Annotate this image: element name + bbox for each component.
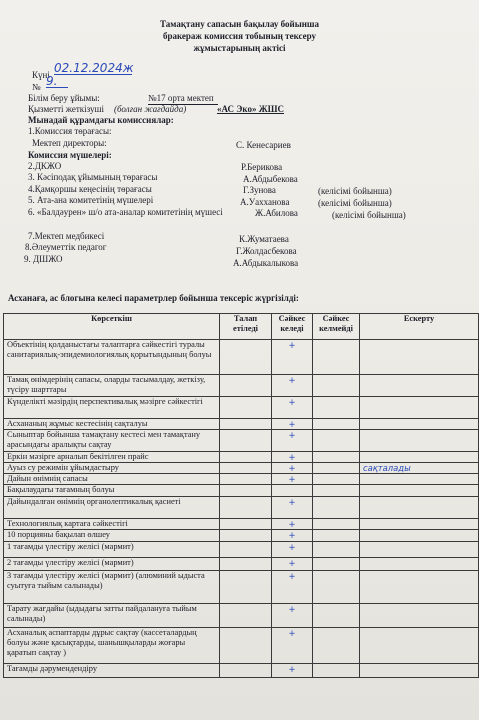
member-name: Г.Жолдасбекова xyxy=(236,246,297,256)
header-compliant: Сәйкес келеді xyxy=(272,314,313,340)
required-cell xyxy=(220,474,272,485)
indicator-cell: Ауыз су режимін ұйымдастыру xyxy=(4,463,220,474)
member-name: Г.Зунова xyxy=(243,185,276,195)
indicator-cell: Дайын өнімнің сапасы xyxy=(4,474,220,485)
remark-cell xyxy=(360,519,479,530)
table-row xyxy=(4,530,479,542)
indicator-cell: Еркін мәзірге арналып бекітілген прайс xyxy=(4,452,220,463)
compliant-mark xyxy=(272,485,313,497)
members-heading: Комиссия мүшелері: xyxy=(28,150,112,160)
member-name: К.Жуматаева xyxy=(239,234,289,244)
compliant-mark: + xyxy=(272,519,313,530)
header-remark: Ескерту xyxy=(360,314,479,340)
date-value: 02.12.2024ж xyxy=(54,61,134,75)
member-role: 9. ДШЖО xyxy=(24,254,63,264)
compliant-mark: + xyxy=(272,430,313,452)
compliant-mark: + xyxy=(272,604,313,628)
noncompliant-cell xyxy=(313,375,360,397)
table-row xyxy=(4,340,479,375)
table-row xyxy=(4,558,479,571)
remark-cell xyxy=(360,664,479,678)
indicator-cell: Күнделікті мәзірдің перспективалық мәзірге сәйкестігі xyxy=(4,397,220,419)
member-name: Ж.Абилова xyxy=(255,208,298,218)
doc-title-line2: бракераж комиссия тобының тексеру xyxy=(162,31,317,41)
header-required: Талап етіледі xyxy=(220,314,272,340)
compliant-mark: + xyxy=(272,340,313,375)
noncompliant-cell xyxy=(313,430,360,452)
indicator-cell: 3 тағамды үлестіру желісі (мармит) (алюминий ыдыста суытуға тыйым салынады) xyxy=(4,571,220,604)
doc-title-line1: Тамақтану сапасын бақылау бойынша xyxy=(159,19,320,29)
compliant-mark: + xyxy=(272,375,313,397)
indicator-cell: Асхананың жұмыс кестесінің сақталуы xyxy=(4,419,220,430)
noncompliant-cell xyxy=(313,419,360,430)
required-cell xyxy=(220,628,272,664)
remark-cell xyxy=(360,340,479,375)
table-row xyxy=(4,519,479,530)
required-cell xyxy=(220,375,272,397)
chair-heading: 1.Комиссия төрағасы: xyxy=(28,126,112,136)
noncompliant-cell xyxy=(313,463,360,474)
number-label: № xyxy=(32,82,41,92)
member-note: (келісімі бойынша) xyxy=(332,210,406,220)
remark-cell xyxy=(360,375,479,397)
compliant-mark: + xyxy=(272,542,313,558)
indicator-cell: Бақылаудағы тағамның болуы xyxy=(4,485,220,497)
member-role: 6. «Балдәурен» ш/о ата-аналар комитетінің мүшесі xyxy=(28,207,223,217)
indicator-cell: Тарату жағдайы (ыдыдағы затты пайдалануға тыйым салынады) xyxy=(4,604,220,628)
table-row xyxy=(4,542,479,558)
indicator-cell: Объектінің қолданыстағы талаптарға сәйкестігі туралы санитариялық-эпидемиологиялық қорытындының болуы xyxy=(4,340,220,375)
table-row xyxy=(4,474,479,485)
required-cell xyxy=(220,452,272,463)
required-cell xyxy=(220,558,272,571)
remark-cell xyxy=(360,485,479,497)
supplier-label: Қызметті жеткізуші xyxy=(28,104,104,114)
remark-cell xyxy=(360,452,479,463)
member-role: 5. Ата-ана комитетінің мүшелері xyxy=(28,195,154,205)
remark-cell xyxy=(360,397,479,419)
commission-heading: Мынадай құрамдағы комиссиялар: xyxy=(28,115,174,125)
remark-cell: сақталады xyxy=(360,463,479,474)
required-cell xyxy=(220,664,272,678)
supplier-note: (болған жағдайда) xyxy=(114,104,187,114)
remark-cell xyxy=(360,474,479,485)
required-cell xyxy=(220,604,272,628)
required-cell xyxy=(220,430,272,452)
noncompliant-cell xyxy=(313,664,360,678)
table-header-row xyxy=(4,314,479,340)
member-role: 4.Қамқоршы кеңесінің төрағасы xyxy=(28,184,152,194)
remark-cell xyxy=(360,628,479,664)
table-row xyxy=(4,463,479,474)
member-name: А.Абдыбекова xyxy=(243,174,298,184)
table-row xyxy=(4,419,479,430)
org-value: №17 орта мектеп xyxy=(148,93,218,105)
number-value: 9. xyxy=(46,76,68,88)
compliant-mark: + xyxy=(272,628,313,664)
indicator-cell: Технологиялық картаға сәйкестігі xyxy=(4,519,220,530)
compliant-mark: + xyxy=(272,558,313,571)
member-note: (келісімі бойынша) xyxy=(318,198,392,208)
compliant-mark: + xyxy=(272,452,313,463)
member-role: 8.Әлеуметтік педагог xyxy=(25,242,107,252)
org-label: Білім беру ұйымы: xyxy=(28,93,100,103)
table-row xyxy=(4,485,479,497)
header-indicator: Көрсеткіш xyxy=(4,314,220,340)
inspection-table xyxy=(3,313,479,678)
remark-cell xyxy=(360,571,479,604)
noncompliant-cell xyxy=(313,558,360,571)
compliant-mark: + xyxy=(272,463,313,474)
required-cell xyxy=(220,542,272,558)
table-row xyxy=(4,571,479,604)
remark-cell xyxy=(360,604,479,628)
member-role: 3. Кәсіподақ ұйымының төрағасы xyxy=(28,172,158,182)
noncompliant-cell xyxy=(313,571,360,604)
noncompliant-cell xyxy=(313,497,360,519)
remark-cell xyxy=(360,530,479,542)
remark-cell xyxy=(360,558,479,571)
table-row xyxy=(4,664,479,678)
date-label: Күні xyxy=(32,70,50,80)
required-cell xyxy=(220,463,272,474)
chair-role: Мектеп директоры: xyxy=(32,138,107,148)
remark-cell xyxy=(360,497,479,519)
noncompliant-cell xyxy=(313,452,360,463)
remark-cell xyxy=(360,542,479,558)
table-row xyxy=(4,628,479,664)
noncompliant-cell xyxy=(313,397,360,419)
noncompliant-cell xyxy=(313,628,360,664)
chair-name: С. Кенесариев xyxy=(236,140,291,150)
doc-title-line3: жұмыстарының актісі xyxy=(193,43,286,53)
table-row xyxy=(4,397,479,419)
compliant-mark: + xyxy=(272,664,313,678)
required-cell xyxy=(220,485,272,497)
indicator-cell: Тамақ өнімдерінің сапасы, оларды тасымалдау, жеткізу, түсіру шарттары xyxy=(4,375,220,397)
indicator-cell: 2 тағамды үлестіру желісі (мармит) xyxy=(4,558,220,571)
noncompliant-cell xyxy=(313,542,360,558)
indicator-cell: Тағамды дәрумендендіру xyxy=(4,664,220,678)
compliant-mark: + xyxy=(272,571,313,604)
indicator-cell: 10 порцияны бақылап өлшеу xyxy=(4,530,220,542)
header-noncompliant: Сәйкес келмейді xyxy=(313,314,360,340)
indicator-cell: 1 тағамды үлестіру желісі (мармит) xyxy=(4,542,220,558)
inspection-title: Асханаға, ас блогына келесі параметрлер бойынша тексеріс жүргізілді: xyxy=(8,293,299,303)
table-row xyxy=(4,604,479,628)
table-row xyxy=(4,452,479,463)
compliant-mark: + xyxy=(272,530,313,542)
member-role: 2.ДКЖО xyxy=(28,161,62,171)
table-row xyxy=(4,375,479,397)
member-name: А.Уахханова xyxy=(240,197,290,207)
indicator-cell: Сыныптар бойынша тамақтану кестесі мен тамақтану арасындағы аралықты сақтау xyxy=(4,430,220,452)
member-role: 7.Мектеп медбикесі xyxy=(28,231,105,241)
noncompliant-cell xyxy=(313,604,360,628)
table-row xyxy=(4,497,479,519)
compliant-mark: + xyxy=(272,474,313,485)
supplier-value: «АС Эко» ЖШС xyxy=(217,104,285,114)
required-cell xyxy=(220,519,272,530)
member-name: Р.Берикова xyxy=(241,162,283,172)
remark-cell xyxy=(360,430,479,452)
member-name: А.Абдыкалыкова xyxy=(233,258,299,268)
required-cell xyxy=(220,497,272,519)
compliant-mark: + xyxy=(272,419,313,430)
indicator-cell: Дайындалған өнімнің органолептикалық қасиеті xyxy=(4,497,220,519)
noncompliant-cell xyxy=(313,474,360,485)
table-row xyxy=(4,430,479,452)
required-cell xyxy=(220,530,272,542)
noncompliant-cell xyxy=(313,530,360,542)
compliant-mark: + xyxy=(272,397,313,419)
remark-cell xyxy=(360,419,479,430)
noncompliant-cell xyxy=(313,485,360,497)
noncompliant-cell xyxy=(313,519,360,530)
noncompliant-cell xyxy=(313,340,360,375)
required-cell xyxy=(220,419,272,430)
indicator-cell: Асханалық аспаптарды дұрыс сақтау (кассеталардың болуы және қасықтарды, шанышқыларды жоғары қаратып сақтау ) xyxy=(4,628,220,664)
compliant-mark: + xyxy=(272,497,313,519)
required-cell xyxy=(220,571,272,604)
member-note: (келісімі бойынша) xyxy=(318,186,392,196)
required-cell xyxy=(220,397,272,419)
required-cell xyxy=(220,340,272,375)
